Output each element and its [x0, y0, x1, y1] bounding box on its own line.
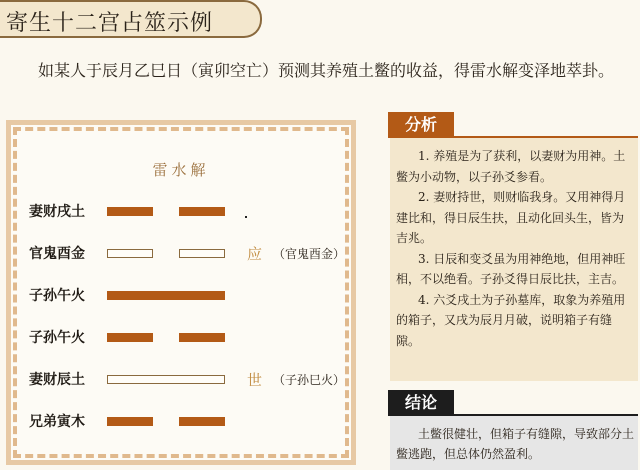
conclusion-heading: 结论: [388, 390, 454, 416]
yin-line-segment: [107, 249, 153, 258]
analysis-paragraph: 4. 六爻戌土为子孙墓库，取象为养殖用的箱子，又戌为辰月月破，说明箱子有缝隙。: [396, 292, 626, 348]
analysis-paragraph: 1. 养殖是为了获利，以妻财为用神。土鳖为小动物，以子孙爻参看。: [396, 149, 626, 184]
analysis-paragraph: 2. 妻财持世，则财临我身。又用神得月建比和，得日辰生扶，且动化回头生，皆为吉兆。: [396, 190, 626, 245]
yin-line-segment: [179, 417, 225, 426]
line-label: 子孙午火: [29, 288, 85, 304]
hexagram-line: [29, 369, 349, 393]
stray-dot: [245, 216, 247, 218]
title-banner: [0, 0, 262, 38]
hexagram-frame: [6, 120, 356, 465]
line-note: （官鬼酉金）: [273, 247, 346, 261]
hexagram-line: [29, 327, 349, 351]
line-note: （子孙巳火）: [273, 373, 346, 387]
line-label: 兄弟寅木: [29, 414, 85, 430]
line-label: 子孙午火: [29, 330, 85, 346]
line-marker: 世: [247, 371, 263, 389]
hexagram-line: [29, 243, 349, 267]
yang-line-bar: [107, 375, 225, 384]
hexagram-line: [29, 201, 349, 225]
hexagram-line: [29, 285, 349, 309]
line-label: 妻财戌土: [29, 204, 85, 220]
analysis-heading: 分析: [388, 112, 454, 138]
conclusion-text: 土鳖很健壮，但箱子有缝隙，导致部分土鳖逃跑，但总体仍然盈利。: [396, 427, 635, 461]
line-label: 妻财辰土: [29, 372, 85, 388]
analysis-paragraph: 3. 日辰和变爻虽为用神绝地，但用神旺相，不以绝看。子孙爻得日辰比扶，主吉。: [396, 251, 626, 286]
yin-line-segment: [107, 333, 153, 342]
yin-line-segment: [179, 207, 225, 216]
intro-paragraph: 如某人于辰月乙巳日（寅卯空亡）预测其养殖土鳖的收益，得雷水解变泽地萃卦。: [38, 61, 615, 80]
hexagram-panel: [29, 139, 346, 450]
yin-line-segment: [179, 249, 225, 258]
yin-line-segment: [107, 417, 153, 426]
conclusion-box: [390, 416, 638, 470]
page-title: 寄生十二宫占筮示例: [6, 11, 214, 36]
hexagram-name: 雷水解: [152, 161, 210, 179]
line-marker: 应: [247, 245, 263, 263]
yin-line-segment: [107, 207, 153, 216]
yin-line-segment: [179, 333, 225, 342]
line-label: 官鬼酉金: [29, 246, 85, 262]
hexagram-line: [29, 411, 349, 435]
yang-line-bar: [107, 291, 225, 300]
analysis-box: [390, 138, 638, 381]
